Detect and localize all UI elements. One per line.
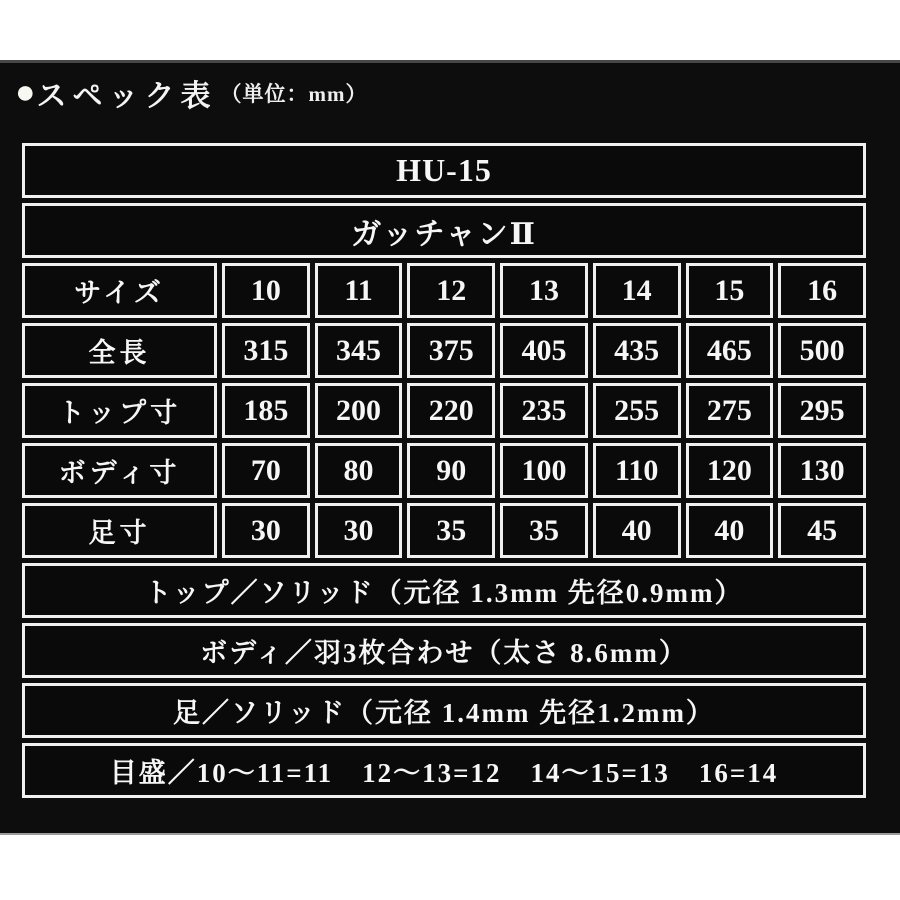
value-cell: 465 — [686, 323, 774, 378]
value-cell: 275 — [686, 383, 774, 438]
size-value: 10 — [222, 263, 310, 318]
row-label: トップ寸 — [22, 383, 217, 438]
section-title-text: スペック表 — [36, 80, 217, 113]
model-row — [22, 143, 866, 198]
value-cell: 120 — [686, 443, 774, 498]
bullet-icon: ● — [15, 74, 36, 111]
row-label: ボディ寸 — [22, 443, 217, 498]
scale-spec-note: 目盛／10〜11=11 12〜13=12 14〜15=13 16=14 — [22, 743, 866, 798]
model-cell: HU-15 — [22, 143, 866, 198]
product-name-row — [22, 203, 866, 258]
size-header-row — [22, 263, 866, 318]
value-cell: 220 — [407, 383, 495, 438]
value-cell: 45 — [778, 503, 866, 558]
leg-spec-row — [22, 683, 866, 738]
value-cell: 435 — [593, 323, 681, 378]
value-cell: 35 — [500, 503, 588, 558]
total-length-row — [22, 323, 866, 378]
unit-note: （単位：mm） — [220, 82, 368, 106]
value-cell: 200 — [315, 383, 403, 438]
leg-length-row — [22, 503, 866, 558]
size-value: 15 — [686, 263, 774, 318]
value-cell: 375 — [407, 323, 495, 378]
value-cell: 345 — [315, 323, 403, 378]
value-cell: 500 — [778, 323, 866, 378]
value-cell: 30 — [222, 503, 310, 558]
top-spec-note: トップ／ソリッド（元径 1.3mm 先径0.9mm） — [22, 563, 866, 618]
row-label: 足寸 — [22, 503, 217, 558]
leg-spec-note: 足／ソリッド（元径 1.4mm 先径1.2mm） — [22, 683, 866, 738]
size-value: 13 — [500, 263, 588, 318]
value-cell: 235 — [500, 383, 588, 438]
value-cell: 40 — [686, 503, 774, 558]
size-value: 12 — [407, 263, 495, 318]
value-cell: 295 — [778, 383, 866, 438]
size-row-label: サイズ — [22, 263, 217, 318]
value-cell: 40 — [593, 503, 681, 558]
value-cell: 80 — [315, 443, 403, 498]
row-label: 全長 — [22, 323, 217, 378]
spec-panel — [0, 60, 900, 835]
size-value: 14 — [593, 263, 681, 318]
value-cell: 100 — [500, 443, 588, 498]
body-spec-row — [22, 623, 866, 678]
top-length-row — [22, 383, 866, 438]
value-cell: 90 — [407, 443, 495, 498]
size-value: 16 — [778, 263, 866, 318]
product-name-cell: ガッチャンⅡ — [22, 203, 866, 258]
value-cell: 110 — [593, 443, 681, 498]
size-value: 11 — [315, 263, 403, 318]
section-title — [15, 71, 368, 115]
body-length-row — [22, 443, 866, 498]
top-spec-row — [22, 563, 866, 618]
value-cell: 315 — [222, 323, 310, 378]
value-cell: 185 — [222, 383, 310, 438]
scale-spec-row — [22, 743, 866, 798]
value-cell: 405 — [500, 323, 588, 378]
spec-table — [17, 138, 871, 803]
value-cell: 255 — [593, 383, 681, 438]
value-cell: 130 — [778, 443, 866, 498]
value-cell: 35 — [407, 503, 495, 558]
value-cell: 30 — [315, 503, 403, 558]
value-cell: 70 — [222, 443, 310, 498]
body-spec-note: ボディ／羽3枚合わせ（太さ 8.6mm） — [22, 623, 866, 678]
